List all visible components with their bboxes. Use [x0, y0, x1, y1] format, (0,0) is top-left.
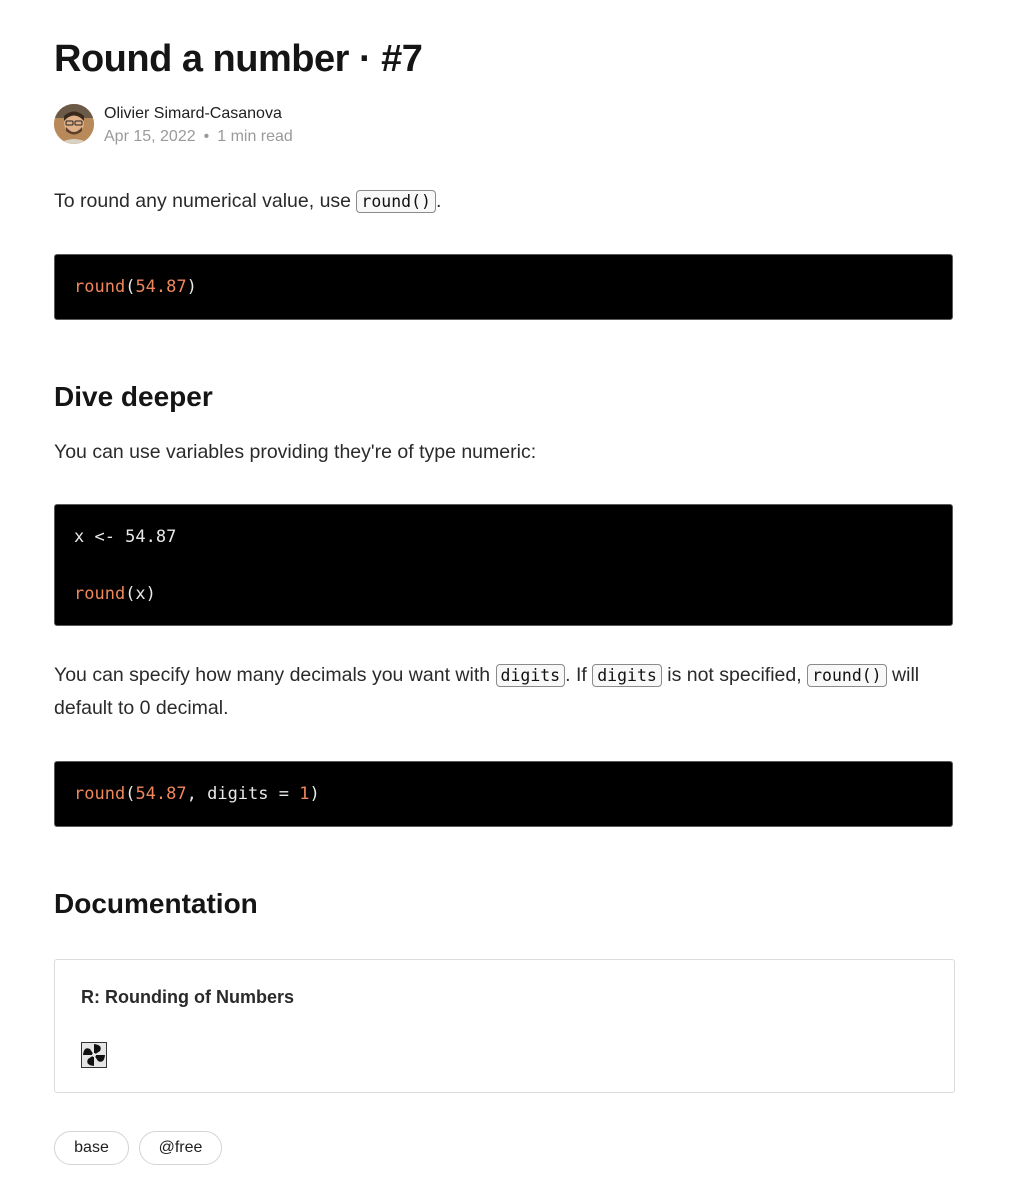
inline-code-digits: digits — [496, 664, 566, 687]
pinwheel-favicon-icon — [81, 1042, 107, 1068]
code-paren: ( — [125, 277, 136, 297]
digits-paragraph — [54, 659, 955, 725]
digits-text: will default to 0 decimal. — [54, 664, 920, 719]
code-block-digits — [54, 761, 953, 827]
inline-code-round: round() — [807, 664, 887, 687]
heading-dive-deeper: Dive deeper — [54, 381, 213, 412]
tag-free[interactable]: @free — [139, 1131, 222, 1165]
code-line — [74, 276, 197, 298]
code-function: round — [74, 584, 126, 604]
digits-text: You can specify how many decimals you want with — [54, 664, 496, 686]
avatar[interactable] — [54, 104, 94, 144]
read-time: 1 min read — [217, 128, 293, 145]
heading-documentation: Documentation — [54, 888, 258, 919]
code-args: (x) — [125, 584, 156, 604]
code-paren: ) — [309, 784, 320, 804]
inline-code-digits: digits — [592, 664, 662, 687]
code-line — [74, 783, 320, 805]
code-line — [74, 583, 156, 605]
documentation-link-card[interactable] — [54, 959, 955, 1093]
code-args: , digits = — [186, 784, 300, 804]
code-block-variable — [54, 504, 953, 626]
code-number: 54.87 — [135, 277, 187, 297]
code-number: 54.87 — [135, 784, 187, 804]
intro-end: . — [435, 190, 442, 212]
code-function: round — [74, 784, 126, 804]
code-function: round — [74, 277, 126, 297]
post-meta — [104, 127, 293, 147]
digits-text: is not specified, — [661, 664, 808, 686]
author-name[interactable]: Olivier Simard-Casanova — [104, 105, 282, 122]
inline-code-round: round() — [356, 190, 436, 213]
tag-base[interactable]: base — [54, 1131, 129, 1165]
author-byline — [54, 104, 654, 146]
intro-paragraph — [54, 185, 955, 218]
page-title: Round a number · #7 — [54, 38, 423, 80]
code-paren: ( — [125, 784, 136, 804]
code-number: 1 — [299, 784, 310, 804]
code-paren: ) — [186, 277, 197, 297]
code-line: x <- 54.87 — [74, 527, 177, 547]
digits-text: . If — [565, 664, 593, 686]
dive-paragraph: You can use variables providing they're of type numeric: — [54, 441, 537, 463]
meta-separator: • — [203, 128, 210, 145]
doc-card-title[interactable]: R: Rounding of Numbers — [81, 987, 294, 1007]
code-block-round — [54, 254, 953, 320]
intro-text: To round any numerical value, use — [54, 190, 357, 212]
post-date: Apr 15, 2022 — [104, 128, 196, 145]
avatar-portrait-icon — [54, 104, 94, 144]
